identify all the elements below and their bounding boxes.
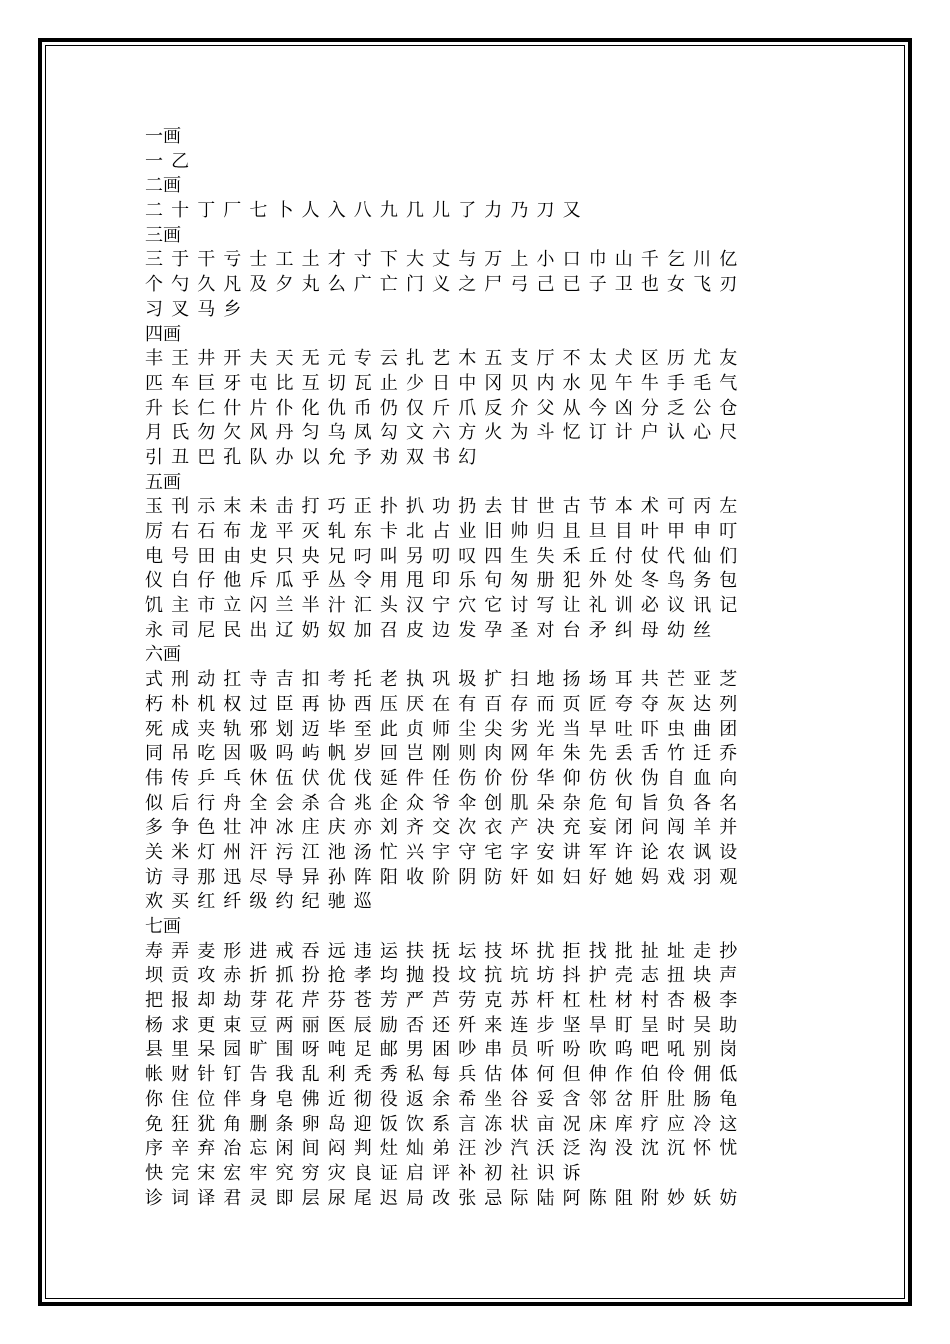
character-row: 同吊吃因吸吗屿帆岁回岂刚则肉网年朱先丢舌竹迁乔 [145,743,746,765]
character-row: 多争色壮冲冰庄庆亦刘齐交次衣产决充妄闭问闯羊并 [145,817,746,839]
character-row: 玉刊示末未击打巧正扑扒功扔去甘世古节本术可丙左 [145,496,746,518]
character-row: 欢买红纤级约纪驰巡 [145,891,380,913]
character-row: 个勺久凡及夕丸么广亡门义之尸弓己已子卫也女飞刃 [145,274,746,296]
character-row: 升长仁什片仆化仇币仍仅斤爪反介父从今凶分乏公仓 [145,397,746,419]
character-row: 厉右石布龙平灭轧东卡北占业旧帅归且旦目叶甲申叮 [145,521,746,542]
character-row: 杨求更束豆两丽医辰励否还歼来连步坚旱盯呈时吴助 [145,1014,746,1036]
stroke-count-heading: 六画 [145,644,181,666]
character-row: 快完宋宏牢究穷灾良证启评补初社识诉 [145,1162,589,1184]
character-row: 引丑巴孔队办以允予劝双书幻 [145,446,485,468]
character-row: 帐财针钉告我乱利秃秀私每兵估体何但伸作伯伶佣低 [145,1064,746,1086]
character-row: 关米灯州汗污江池汤忙兴宇守宅字安讲军许论农讽设 [145,841,746,863]
character-row: 伟传乒乓休伍伏优伐延件任伤价份华仰仿伙伪自血向 [145,767,746,789]
character-row: 诊词译君灵即层尿尾迟局改张忌际陆阿陈阻附妙妖妨 [145,1187,746,1209]
character-list [145,125,825,1211]
character-row: 丰王井开夫天无元专云扎艺木五支厅不太犬区历尤友 [145,348,746,370]
character-row: 电号田由史只央兄叼叫另叨叹四生失禾丘付仗代仙们 [145,545,746,567]
stroke-count-heading: 四画 [145,323,181,345]
character-row: 死成夹轨邪划迈毕至此贞师尘尖劣光当早吐吓虫曲团 [145,718,746,740]
character-row: 似后行舟全会杀合兆企众爷伞创肌朵杂危旬旨负各名 [145,792,746,814]
character-row: 仪白仔他斥瓜乎丛令用甩印乐句匆册犯外处冬鸟务包 [145,570,746,592]
character-row: 免狂犹角删条卵岛迎饭饮系言冻状亩况床库疗应冷这 [145,1113,746,1135]
character-row: 永司尼民出辽奶奴加召皮边发孕圣对台矛纠母幼丝 [145,619,720,641]
character-row: 县里呆园旷围呀吨足邮男困吵串员听吩吹呜吧吼别岗 [145,1039,746,1061]
stroke-count-heading: 七画 [145,916,181,937]
character-row: 二十丁厂七卜人入八九几儿了力乃刀又 [145,200,589,222]
character-row: 匹车巨牙屯比互切瓦止少日中冈贝内水见午牛手毛气 [145,372,746,394]
character-row: 序辛弃冶忘闲间闷判灶灿弟汪沙汽沃泛沟没沈沉怀忧 [145,1138,746,1160]
character-row: 一乙 [145,150,198,172]
character-row: 朽朴机权过臣再协西压厌在有百存而页匠夸夺灰达列 [145,693,746,715]
stroke-count-heading: 五画 [145,471,181,493]
character-row: 把报却劫芽花芹芬苍芳严芦劳克苏杆杠杜材村杏极李 [145,990,746,1012]
character-row: 你住位伴身皂佛近彻役返余希坐谷妥含邻岔肝肚肠龟 [145,1088,746,1110]
stroke-count-heading: 一画 [145,126,181,147]
character-row: 饥主市立闪兰半汁汇头汉宁穴它讨写让礼训必议讯记 [145,595,746,617]
character-row: 三于干亏士工土才寸下大丈与万上小口巾山千乞川亿 [145,249,746,271]
character-row: 月氏勿欠风丹匀乌凤勾文六方火为斗忆订计户认心尺 [145,422,746,444]
character-row: 寿弄麦形进戒吞远违运扶抚坛技坏扰拒找批扯址走抄 [145,940,746,962]
character-row: 坝贡攻赤折抓扮抢孝均抛投坟抗坑坊抖护壳志扭块声 [145,965,746,987]
character-row: 式刑动扛寺吉扣考托老执巩圾扩扫地扬场耳共芒亚芝 [145,669,746,691]
stroke-count-heading: 二画 [145,175,181,197]
character-row: 习叉马乡 [145,298,250,320]
stroke-count-heading: 三画 [145,224,181,246]
character-row: 访寻那迅尽导异孙阵阳收阶阴防奸如妇好她妈戏羽观 [145,866,746,888]
